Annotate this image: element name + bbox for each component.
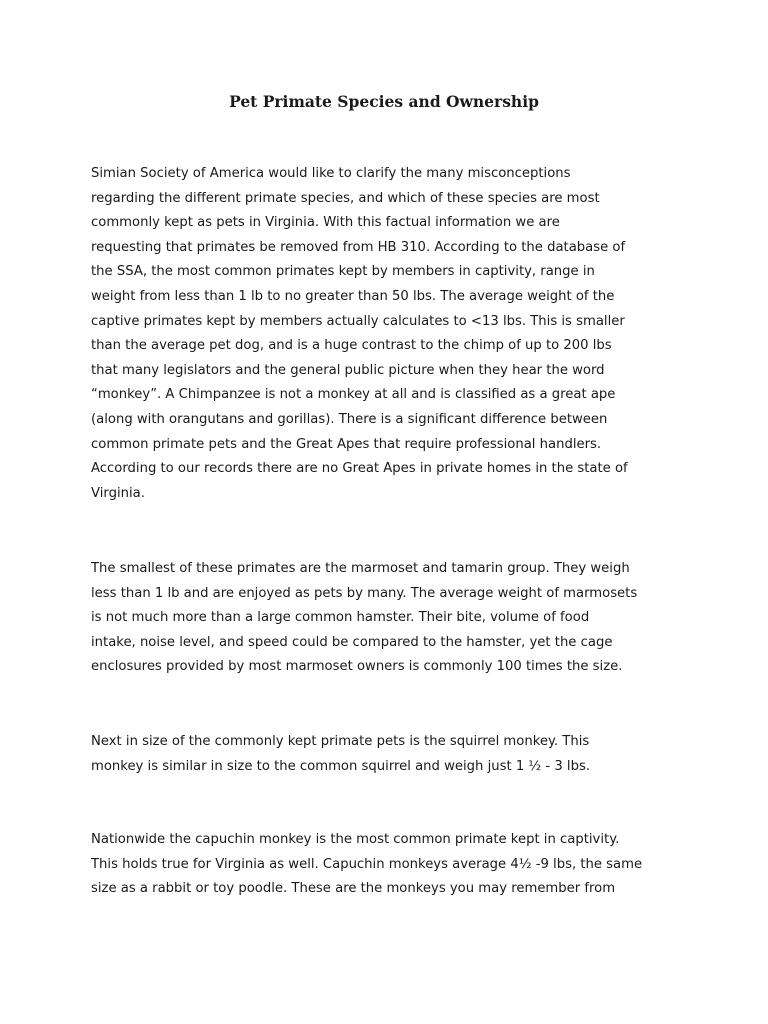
text-line: Next in size of the commonly kept primate pets is the squirrel monkey. This <box>91 734 590 749</box>
paragraph-capuchin <box>91 828 681 902</box>
text-line: This holds true for Virginia as well. Capuchin monkeys average 4½ -9 lbs, the same <box>91 856 643 872</box>
text-line: requesting that primates be removed from HB 310. According to the database of <box>91 239 626 255</box>
text-line: is not much more than a large common hamster. Their bite, volume of food <box>91 610 590 626</box>
text-line: (along with orangutans and gorillas). There is a significant difference between <box>91 411 608 427</box>
text-line: captive primates kept by members actually calculates to <13 lbs. This is smaller <box>91 313 625 329</box>
text-line: According to our records there are no Great Apes in private homes in the state of <box>91 461 628 477</box>
text-line: Simian Society of America would like to clarify the many misconceptions <box>91 166 571 181</box>
paragraph-marmosets <box>91 557 681 680</box>
text-line: that many legislators and the general public picture when they hear the word <box>91 362 605 378</box>
text-line: intake, noise level, and speed could be compared to the hamster, yet the cage <box>91 634 613 650</box>
text-line: size as a rabbit or toy poodle. These are the monkeys you may remember from <box>91 881 616 897</box>
text-line: The smallest of these primates are the marmoset and tamarin group. They weigh <box>91 561 630 576</box>
text-line: Nationwide the capuchin monkey is the most common primate kept in captivity. <box>91 832 620 847</box>
text-line: weight from less than 1 lb to no greater than 50 lbs. The average weight of the <box>91 288 615 304</box>
text-line: “monkey”. A Chimpanzee is not a monkey at all and is classified as a great ape <box>91 387 616 403</box>
text-line: monkey is similar in size to the common squirrel and weigh just 1 ½ - 3 lbs. <box>91 758 591 774</box>
text-line: common primate pets and the Great Apes that require professional handlers. <box>91 436 602 452</box>
text-line: enclosures provided by most marmoset owners is commonly 100 times the size. <box>91 659 623 675</box>
text-line: commonly kept as pets in Virginia. With this factual information we are <box>91 215 560 231</box>
text-line: regarding the different primate species, and which of these species are most <box>91 190 600 206</box>
text-line: less than 1 lb and are enjoyed as pets by many. The average weight of marmosets <box>91 585 638 601</box>
text-line: Virginia. <box>91 485 145 501</box>
paragraph-misconceptions <box>91 162 681 506</box>
paragraph-squirrel-monkey <box>91 730 681 779</box>
text-line: the SSA, the most common primates kept by members in captivity, range in <box>91 264 595 280</box>
text-line: than the average pet dog, and is a huge contrast to the chimp of up to 200 lbs <box>91 338 612 354</box>
document-title: Pet Primate Species and Ownership <box>229 92 539 111</box>
